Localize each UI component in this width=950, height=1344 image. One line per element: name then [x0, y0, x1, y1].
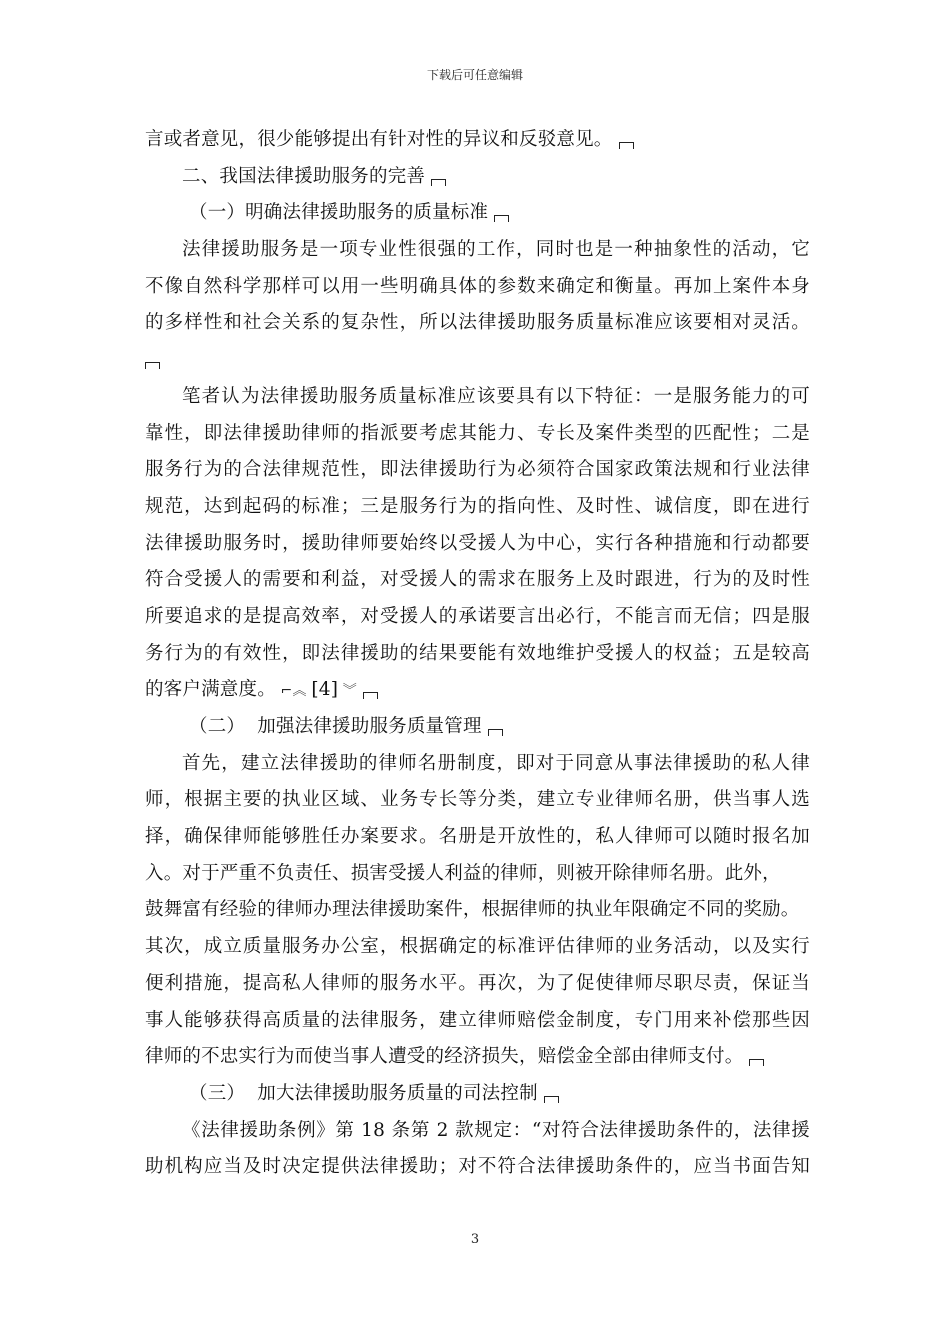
text-line: 笔者认为法律援助服务质量标准应该要具有以下特征：一是服务能力的可	[182, 385, 810, 407]
field-end-icon: ︾	[338, 683, 358, 700]
text-line: 助机构应当及时决定提供法律援助；对不符合法律援助条件的，应当书面告知	[145, 1156, 810, 1178]
field-start-icon: ⌐︽	[275, 683, 312, 700]
page-header: 下载后可任意编辑	[426, 68, 523, 82]
text-line: 便利措施，提高私人律师的服务水平。再次，为了促使律师尽职尽责，保证当	[145, 972, 810, 994]
paragraph-mark-icon	[749, 1059, 764, 1066]
subsection-heading: （一）明确法律援助服务的质量标准	[145, 195, 810, 232]
text-line: 法律援助服务时，援助律师要始终以受援人为中心，实行各种措施和行动都要	[145, 532, 810, 554]
text-line: 规范，达到起码的标准；三是服务行为的指向性、及时性、诚信度，即在进行	[145, 495, 810, 517]
paragraph-mark-icon	[488, 729, 503, 736]
text-line: 的客户满意度。 ⌐︽ [4] ︾	[145, 672, 810, 709]
text-line: 师，根据主要的执业区域、业务专长等分类，建立专业律师名册，供当事人选	[145, 789, 810, 811]
text-line: 务行为的有效性，即法律援助的结果要能有效地维护受援人的权益；五是较高	[145, 642, 810, 664]
text-line: 鼓舞富有经验的律师办理法律援助案件，根据律师的执业年限确定不同的奖励。	[145, 899, 800, 921]
document-body	[145, 122, 810, 1186]
text-line: 入。对于严重不负责任、损害受援人利益的律师，则被开除律师名册。此外，	[145, 862, 781, 884]
text-line	[145, 342, 810, 379]
text-line: 服务行为的合法律规范性，即法律援助行为必须符合国家政策法规和行业法律	[145, 459, 810, 481]
text-line: 所要追求的是提高效率，对受援人的承诺要言出必行，不能言而无信；四是服	[145, 605, 810, 627]
subsection-heading: （三） 加大法律援助服务质量的司法控制	[145, 1076, 810, 1113]
text-line: 不像自然科学那样可以用一些明确具体的参数来确定和衡量。再加上案件本身	[145, 275, 810, 297]
paragraph-mark-icon	[363, 692, 378, 699]
section-heading: 二、我国法律援助服务的完善	[145, 159, 810, 196]
text-line: 《法律援助条例》第 18 条第 2 款规定：“对符合法律援助条件的，法律援	[182, 1119, 810, 1141]
text-line: 择，确保律师能够胜任办案要求。名册是开放性的，私人律师可以随时报名加	[145, 826, 810, 848]
text-line: 符合受援人的需要和利益，对受援人的需求在服务上及时跟进，行为的及时性	[145, 569, 810, 591]
page-number: 3	[470, 1232, 480, 1247]
text-line: 法律援助服务是一项专业性很强的工作，同时也是一种抽象性的活动，它	[182, 239, 810, 261]
citation-ref: [4]	[311, 679, 339, 701]
paragraph-mark-icon	[494, 215, 509, 222]
paragraph-mark-icon	[145, 362, 160, 369]
text-line: 首先，建立法律援助的律师名册制度，即对于同意从事法律援助的私人律	[182, 752, 810, 774]
text-line: 靠性，即法律援助律师的指派要考虑其能力、专长及案件类型的匹配性；二是	[145, 422, 810, 444]
text-line: 律师的不忠实行为而使当事人遭受的经济损失，赔偿金全部由律师支付。	[145, 1039, 810, 1076]
text-line: 言或者意见，很少能够提出有针对性的异议和反驳意见。	[145, 122, 810, 159]
text-line: 其次，成立质量服务办公室，根据确定的标准评估律师的业务活动，以及实行	[145, 936, 810, 958]
text-line: 的多样性和社会关系的复杂性，所以法律援助服务质量标准应该要相对灵活。	[145, 312, 810, 334]
text-line: 事人能够获得高质量的法律服务，建立律师赔偿金制度，专门用来补偿那些因	[145, 1009, 810, 1031]
subsection-heading: （二） 加强法律援助服务质量管理	[145, 709, 810, 746]
paragraph-mark-icon	[431, 179, 446, 186]
paragraph-mark-icon	[619, 142, 634, 149]
paragraph-mark-icon	[544, 1096, 559, 1103]
